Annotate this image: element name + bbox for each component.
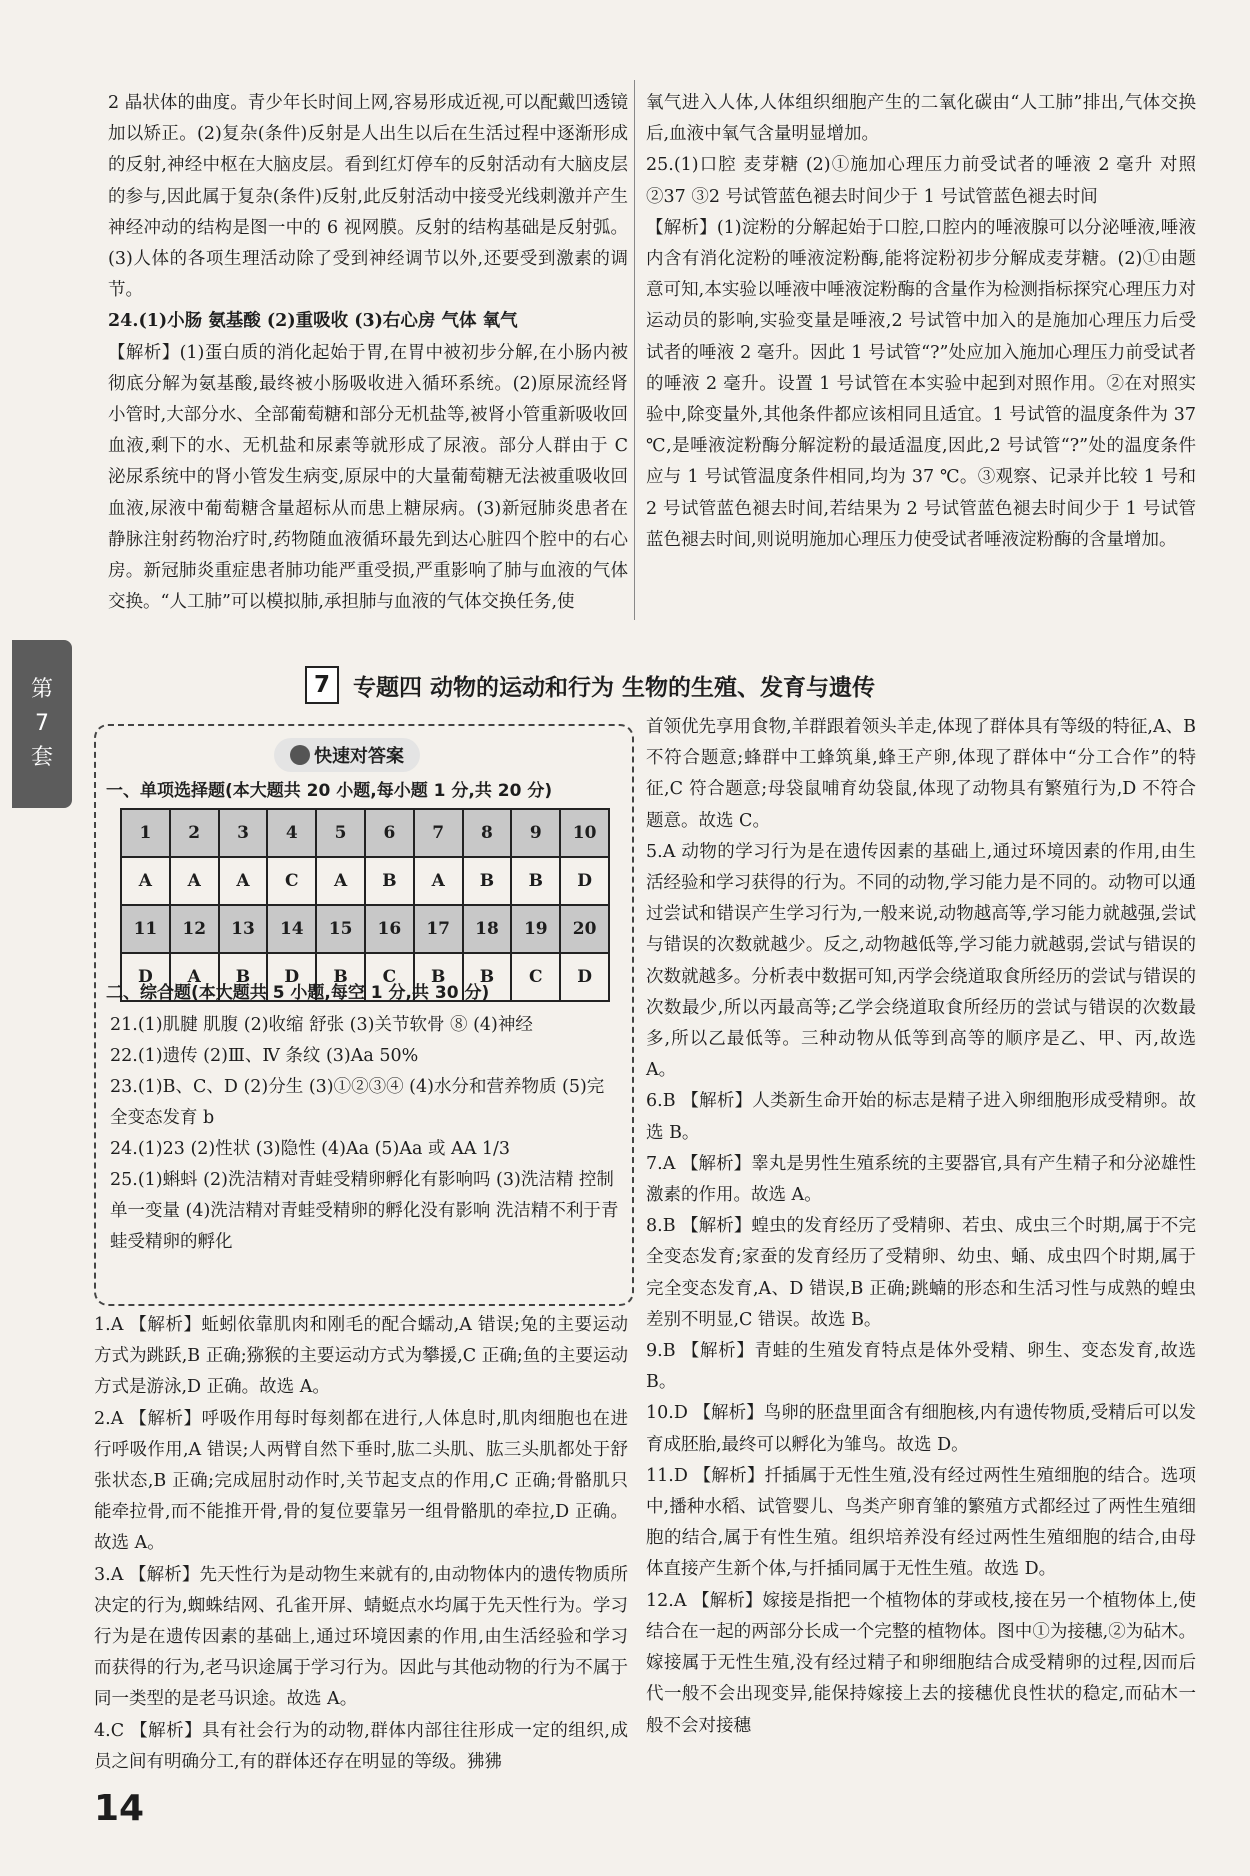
- quick-answer-box: [94, 724, 634, 1306]
- answer-line: 22.(1)遗传 (2)Ⅲ、Ⅳ 条纹 (3)Aa 50%: [110, 1046, 419, 1066]
- analysis-item: 2.A 【解析】呼吸作用每时每刻都在进行,人体息时,肌肉细胞也在进行呼吸作用,A 错误;人两臂自然下垂时,肱二头肌、肱三头肌都处于舒张状态,B 正确;完成屈肘动作时,关节起支点的作用,C 正确;骨骼肌只能牵拉骨,而不能推开骨,骨的复位要靠另一组骨骼肌的牵拉,D 正确。故选 A。: [94, 1408, 628, 1554]
- answer-cell: 8: [463, 809, 512, 857]
- analysis-item: 5.A 动物的学习行为是在遗传因素的基础上,通过环境因素的作用,由生活经验和学习获得的行为。不同的动物,学习能力是不同的。动物可以通过尝试和错误产生学习行为,一般来说,动物越高等,学习能力就越强,尝试与错误的次数就越少。反之,动物越低等,学习能力就越弱,尝试与错误的次数就越多。分析表中数据可知,丙学会绕道取食所经历的尝试与错误的次数最少,所以丙最高等;乙学会绕道取食所经历的尝试与错误的次数最多,所以乙最低等。三种动物从低等到高等的顺序是乙、甲、丙,故选 A。: [646, 841, 1196, 1081]
- analysis-item: 7.A 【解析】睾丸是男性生殖系统的主要器官,具有产生精子和分泌雄性激素的作用。故选 A。: [646, 1153, 1196, 1206]
- bottom-right-column: [646, 712, 1196, 1742]
- answer-cell: A: [414, 857, 463, 905]
- answer-cell: 11: [121, 905, 170, 953]
- composite-answers: [110, 1010, 620, 1258]
- answer-cell: A: [219, 857, 268, 905]
- answer-cell: 17: [414, 905, 463, 953]
- answer-cell: B: [316, 953, 365, 1001]
- answer-cell: 14: [267, 905, 316, 953]
- side-tab-char: 第: [30, 677, 53, 702]
- answer-table-row: [121, 905, 609, 953]
- page-number: 14: [94, 1788, 145, 1829]
- answer-cell: D: [121, 953, 170, 1001]
- paragraph: 2 晶状体的曲度。青少年长时间上网,容易形成近视,可以配戴凹透镜加以矫正。(2)复杂(条件)反射是人出生以后在生活过程中逐渐形成的反射,神经中枢在大脑皮层。看到红灯停车的反射活动有大脑皮层的参与,因此属于复杂(条件)反射,此反射活动中接受光线刺激并产生神经冲动的结构是图一中的 6 视网膜。反射的结构基础是反射弧。(3)人体的各项生理活动除了受到神经调节以外,还要受到激素的调节。: [108, 93, 628, 301]
- answer-table-row: [121, 809, 609, 857]
- answer-cell: 2: [170, 809, 219, 857]
- heading-choice: 一、单项选择题(本大题共 20 小题,每小题 1 分,共 20 分): [106, 781, 553, 801]
- analysis-item: 11.D 【解析】扦插属于无性生殖,没有经过两性生殖细胞的结合。选项中,播种水稻、试管婴儿、鸟类产卵育雏的繁殖方式都经过了两性生殖细胞的结合,属于有性生殖。组织培养没有经过两性生殖细胞的结合,由母体直接产生新个体,与扦插同属于无性生殖。故选 D。: [646, 1465, 1196, 1580]
- answer-cell: B: [463, 953, 512, 1001]
- answer-cell: A: [121, 857, 170, 905]
- answer-cell: B: [365, 857, 414, 905]
- analysis-item: 首领优先享用食物,羊群跟着领头羊走,体现了群体具有等级的特征,A、B 不符合题意;蜂群中工蜂筑巢,蜂王产卵,体现了群体中“分工合作”的特征,C 符合题意;母袋鼠哺育幼袋鼠,体现了动物具有繁殖行为,D 不符合题意。故选 C。: [646, 717, 1196, 831]
- answer-line: 23.(1)B、C、D (2)分生 (3)①②③④ (4)水分和营养物质 (5)完全变态发育 b: [110, 1077, 605, 1128]
- section-heading: 专题四 动物的运动和行为 生物的生殖、发育与遗传: [353, 674, 876, 701]
- quick-answer-title: 快速对答案: [274, 738, 420, 772]
- column-divider: [634, 80, 635, 620]
- answer-cell: A: [170, 857, 219, 905]
- answer-line: 25.(1)蝌蚪 (2)洗洁精对青蛙受精卵孵化有影响吗 (3)洗洁精 控制单一变量 (4)洗洁精对青蛙受精卵的孵化没有影响 洗洁精不利于青蛙受精卵的孵化: [110, 1170, 619, 1252]
- analysis-item: 9.B 【解析】青蛙的生殖发育特点是体外受精、卵生、变态发育,故选 B。: [646, 1341, 1196, 1393]
- answer-cell: 3: [219, 809, 268, 857]
- answer-table: [120, 808, 610, 1002]
- answer-cell: 1: [121, 809, 170, 857]
- answer-cell: C: [365, 953, 414, 1001]
- answer-cell: 10: [560, 809, 609, 857]
- analysis-item: 10.D 【解析】鸟卵的胚盘里面含有细胞核,内有遗传物质,受精后可以发育成胚胎,最终可以孵化为雏鸟。故选 D。: [646, 1403, 1196, 1455]
- analysis-24: 【解析】(1)蛋白质的消化起始于胃,在胃中被初步分解,在小肠内被彻底分解为氨基酸,最终被小肠吸收进入循环系统。(2)原尿流经肾小管时,大部分水、全部葡萄糖和部分无机盐等,被肾小管重新吸收回血液,剩下的水、无机盐和尿素等就形成了尿液。部分人群由于 C 泌尿系统中的肾小管发生病变,原尿中的大量葡萄糖无法被重吸收回血液,尿液中葡萄糖含量超标从而患上糖尿病。(3)新冠肺炎患者在静脉注射药物治疗时,药物随血液循环最先到达心脏四个腔中的右心房。新冠肺炎重症患者肺功能严重受损,严重影响了肺与血液的气体交换。“人工肺”可以模拟肺,承担肺与血液的气体交换任务,使: [108, 342, 628, 613]
- answer-cell: 12: [170, 905, 219, 953]
- answer-cell: 13: [219, 905, 268, 953]
- answer-cell: C: [511, 953, 560, 1001]
- answer-line: 21.(1)肌腱 肌腹 (2)收缩 舒张 (3)关节软骨 ⑧ (4)神经: [110, 1015, 533, 1035]
- analysis-item: 3.A 【解析】先天性行为是动物生来就有的,由动物体内的遗传物质所决定的行为,蜘蛛结网、孔雀开屏、蜻蜓点水均属于先天性行为。学习行为是在遗传因素的基础上,通过环境因素的作用,由生活经验和学习而获得的行为,老马识途属于学习行为。因此与其他动物的行为不属于同一类型的是老马识途。故选 A。: [94, 1564, 628, 1710]
- answer-cell: C: [267, 857, 316, 905]
- analysis-item: 8.B 【解析】蝗虫的发育经历了受精卵、若虫、成虫三个时期,属于不完全变态发育;家蚕的发育经历了受精卵、幼虫、蛹、成虫四个时期,属于完全变态发育,A、D 错误,B 正确;跳蝻的形态和生活习性与成熟的蝗虫差别不明显,C 错误。故选 B。: [646, 1216, 1196, 1330]
- answer-table-row: [121, 857, 609, 905]
- answer-cell: 6: [365, 809, 414, 857]
- analysis-item: 1.A 【解析】蚯蚓依靠肌肉和刚毛的配合蠕动,A 错误;兔的主要运动方式为跳跃,B 正确;猕猴的主要运动方式为攀援,C 正确;鱼的主要运动方式是游泳,D 正确。故选 A。: [94, 1315, 628, 1398]
- answer-cell: 9: [511, 809, 560, 857]
- answer-cell: D: [560, 953, 609, 1001]
- section-title: [305, 663, 875, 707]
- answer-cell: 15: [316, 905, 365, 953]
- answer-cell: A: [170, 953, 219, 1001]
- answer-cell: B: [511, 857, 560, 905]
- answer-cell: D: [560, 857, 609, 905]
- bottom-left-column: [94, 1310, 628, 1778]
- answer-cell: 5: [316, 809, 365, 857]
- side-tab-char: 套: [30, 745, 53, 770]
- analysis-item: 6.B 【解析】人类新生命开始的标志是精子进入卵细胞形成受精卵。故选 B。: [646, 1091, 1196, 1143]
- badge-icon: [290, 745, 310, 765]
- answer-cell: 20: [560, 905, 609, 953]
- side-tab-char: 7: [35, 711, 49, 736]
- answer-cell: A: [316, 857, 365, 905]
- answer-cell: 19: [511, 905, 560, 953]
- analysis-item: 12.A 【解析】嫁接是指把一个植物体的芽或枝,接在另一个植物体上,使结合在一起的两部分长成一个完整的植物体。图中①为接穗,②为砧木。嫁接属于无性生殖,没有经过精子和卵细胞结合成受精卵的过程,因而后代一般不会出现变异,能保持嫁接上去的接穗优良性状的稳定,而砧木一般不会对接穗: [646, 1590, 1196, 1736]
- answer-cell: B: [219, 953, 268, 1001]
- answer-line: 24.(1)23 (2)性状 (3)隐性 (4)Aa (5)Aa 或 AA 1/3: [110, 1139, 511, 1159]
- heading-composite: 二、综合题(本大题共 5 小题,每空 1 分,共 30 分): [106, 983, 490, 1003]
- answer-24: 24.(1)小肠 氨基酸 (2)重吸收 (3)右心房 气体 氧气: [108, 311, 518, 332]
- answer-25: 25.(1)口腔 麦芽糖 (2)①施加心理压力前受试者的唾液 2 毫升 对照 ②37 ③2 号试管蓝色褪去时间少于 1 号试管蓝色褪去时间: [646, 155, 1196, 207]
- top-left-column: [108, 88, 628, 618]
- answer-cell: 4: [267, 809, 316, 857]
- side-tab: [12, 640, 72, 808]
- analysis-25: 【解析】(1)淀粉的分解起始于口腔,口腔内的唾液腺可以分泌唾液,唾液内含有消化淀粉的唾液淀粉酶,能将淀粉初步分解成麦芽糖。(2)①由题意可知,本实验以唾液中唾液淀粉酶的含量作为检测指标探究心理压力对运动员的影响,实验变量是唾液,2 号试管中加入的是施加心理压力后受试者的唾液 2 毫升。因此 1 号试管“?”处应加入施加心理压力前受试者的唾液 2 毫升。设置 1 号试管在本实验中起到对照作用。②在对照实验中,除变量外,其他条件都应该相同且适宜。1 号试管的温度条件为 37 ℃,是唾液淀粉酶分解淀粉的最适温度,因此,2 号试管“?”处的温度条件应与 1 号试管温度条件相同,均为 37 ℃。③观察、记录并比较 1 号和 2 号试管蓝色褪去时间,若结果为 2 号试管蓝色褪去时间少于 1 号试管蓝色褪去时间,则说明施加心理压力使受试者唾液淀粉酶的含量增加。: [646, 217, 1196, 550]
- answer-cell: B: [414, 953, 463, 1001]
- answer-cell: 7: [414, 809, 463, 857]
- answer-cell: B: [463, 857, 512, 905]
- answer-cell: 16: [365, 905, 414, 953]
- analysis-item: 4.C 【解析】具有社会行为的动物,群体内部往往形成一定的组织,成员之间有明确分工,有的群体还存在明显的等级。狒狒: [94, 1720, 628, 1772]
- answer-cell: D: [267, 953, 316, 1001]
- paragraph: 氧气进入人体,人体组织细胞产生的二氧化碳由“人工肺”排出,气体交换后,血液中氧气含量明显增加。: [646, 93, 1196, 145]
- answer-cell: 18: [463, 905, 512, 953]
- top-right-column: [646, 88, 1196, 556]
- section-number: 7: [305, 666, 339, 704]
